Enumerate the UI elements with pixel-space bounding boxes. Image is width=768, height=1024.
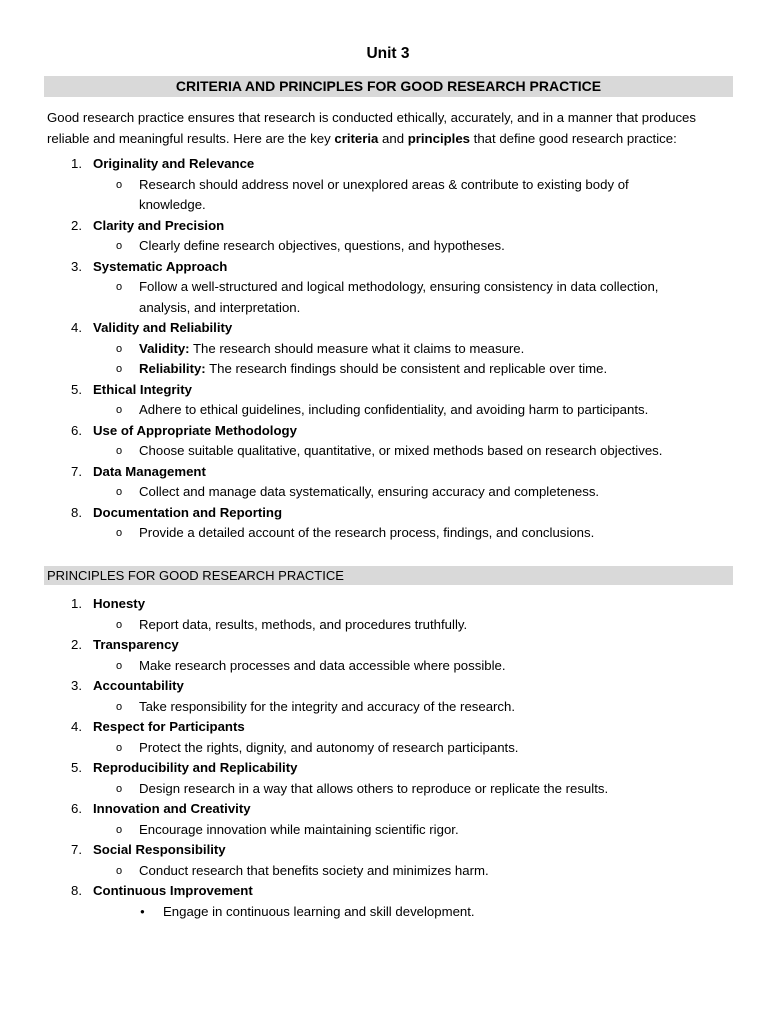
sub-item-text: [139, 339, 679, 360]
bullet-circle-icon: o: [116, 618, 123, 631]
sub-item-text: [139, 441, 679, 462]
sub-item: [0, 236, 768, 257]
list-item: [0, 318, 768, 380]
bullet-circle-icon: o: [116, 486, 123, 498]
bullet-circle-icon: o: [116, 178, 123, 191]
list-item-title: Use of Appropriate Methodology: [93, 422, 297, 438]
list-item-heading: [0, 799, 768, 820]
intro-text: Good research practice ensures that research is conducted ethically, accurately, and in a manner that produces reliable and meaningful results. Here are the key: [47, 110, 696, 146]
sub-item-text: [139, 615, 679, 636]
list-item-title: Continuous Improvement: [93, 883, 253, 898]
sub-item: [0, 523, 768, 544]
bullet-circle-icon: o: [116, 782, 123, 795]
sub-item-body: Encourage innovation while maintaining scientific rigor.: [139, 821, 459, 837]
bullet-circle-icon: o: [116, 240, 123, 252]
list-item-title: Clarity and Precision: [93, 217, 225, 233]
sub-item: [0, 400, 768, 421]
list-number: 3.: [71, 258, 82, 274]
sub-item: [0, 175, 768, 216]
list-item-heading: [0, 503, 768, 524]
sub-item-body: Report data, results, methods, and procedures truthfully.: [139, 616, 468, 632]
list-number: 1.: [71, 596, 82, 611]
sub-item: [0, 339, 768, 360]
sub-item-body: Collect and manage data systematically, ensuring accuracy and completeness.: [139, 484, 600, 499]
sub-item: [0, 697, 768, 718]
sub-item: [0, 656, 768, 677]
intro-text: and: [378, 130, 408, 146]
sub-item-body: Engage in continuous learning and skill development.: [163, 903, 475, 919]
sub-item-text: [139, 175, 679, 216]
sub-item: [0, 277, 768, 318]
list-item-heading: [0, 257, 768, 278]
list-number: 3.: [71, 678, 82, 693]
bullet-circle-icon: o: [116, 342, 123, 355]
sub-item-body: Choose suitable qualitative, quantitative, or mixed methods based on research objectives.: [139, 443, 663, 458]
list-item-heading: [0, 717, 768, 738]
list-number: 7.: [71, 463, 82, 479]
sub-item: [0, 441, 768, 462]
sub-item-text: [139, 779, 679, 800]
sub-item-body: Clearly define research objectives, questions, and hypotheses.: [139, 238, 505, 253]
criteria-list: [0, 154, 768, 544]
list-item-heading: [0, 462, 768, 483]
list-item-title: Ethical Integrity: [93, 381, 192, 397]
list-number: 4.: [71, 320, 82, 335]
list-number: 6.: [71, 801, 82, 816]
list-item: [0, 257, 768, 319]
intro-bold-criteria: criteria: [334, 130, 379, 146]
list-item: [0, 462, 768, 503]
list-item-heading: [0, 676, 768, 697]
sub-item-body: Adhere to ethical guidelines, including confidentiality, and avoiding harm to participants.: [139, 402, 649, 417]
sub-item-bold-label: Validity:: [139, 340, 190, 356]
list-item-heading: [0, 380, 768, 401]
list-item-title: Reproducibility and Replicability: [93, 760, 298, 775]
list-number: 2.: [71, 217, 82, 233]
sub-item-body: Follow a well-structured and logical methodology, ensuring consistency in data collection, analysis, and interpretation.: [139, 279, 659, 315]
sub-item: [0, 861, 768, 882]
sub-item-text: [139, 359, 679, 380]
list-item: [0, 881, 768, 922]
list-item: [0, 216, 768, 257]
sub-item: [0, 359, 768, 380]
list-item: [0, 717, 768, 758]
sub-item-body: Take responsibility for the integrity and accuracy of the research.: [139, 698, 516, 714]
principles-heading: PRINCIPLES FOR GOOD RESEARCH PRACTICE: [44, 566, 733, 585]
list-number: 4.: [71, 719, 82, 734]
bullet-circle-icon: o: [116, 741, 123, 754]
list-item-title: Respect for Participants: [93, 719, 245, 734]
sub-item-bold-label: Reliability:: [139, 361, 206, 376]
list-number: 2.: [71, 637, 82, 652]
list-item: [0, 154, 768, 216]
sub-item-text: [139, 400, 679, 421]
list-item: [0, 635, 768, 676]
list-item-heading: [0, 318, 768, 339]
sub-item-text: [139, 236, 679, 257]
intro-text: that define good research practice:: [470, 130, 677, 146]
sub-item-text: [139, 523, 679, 544]
bullet-circle-icon: o: [116, 700, 123, 713]
list-item: [0, 380, 768, 421]
list-number: 6.: [71, 422, 82, 438]
list-item: [0, 758, 768, 799]
sub-item-text: [163, 902, 768, 923]
list-item: [0, 594, 768, 635]
sub-item-text: [139, 656, 679, 677]
list-item: [0, 503, 768, 544]
unit-title: Unit 3: [366, 45, 410, 62]
sub-item: [0, 902, 768, 923]
sub-item: [0, 738, 768, 759]
list-number: 8.: [71, 883, 82, 898]
sub-item-body: Protect the rights, dignity, and autonomy of research participants.: [139, 739, 519, 755]
sub-item-text: [139, 277, 679, 318]
list-number: 5.: [71, 381, 82, 397]
list-item-title: Honesty: [93, 596, 146, 611]
sub-item: [0, 482, 768, 503]
sub-item-body: The research should measure what it claims to measure.: [189, 340, 525, 356]
sub-item-text: [139, 738, 679, 759]
list-item: [0, 799, 768, 840]
list-number: 1.: [71, 156, 82, 171]
list-number: 7.: [71, 842, 82, 857]
list-item: [0, 421, 768, 462]
bullet-circle-icon: o: [116, 659, 123, 672]
sub-item-body: Design research in a way that allows others to reproduce or replicate the results.: [139, 780, 609, 796]
list-item-title: Originality and Relevance: [93, 156, 255, 171]
sub-item-body: Make research processes and data accessible where possible.: [139, 657, 506, 673]
list-item-title: Systematic Approach: [93, 258, 228, 274]
bullet-dot-icon: ●: [140, 906, 145, 916]
list-item-title: Validity and Reliability: [93, 320, 233, 335]
sub-item: [0, 779, 768, 800]
main-heading: CRITERIA AND PRINCIPLES FOR GOOD RESEARCH PRACTICE: [44, 76, 733, 97]
list-item-heading: [0, 421, 768, 442]
list-item: [0, 676, 768, 717]
bullet-circle-icon: o: [116, 281, 123, 293]
bullet-circle-icon: o: [116, 404, 123, 416]
bullet-circle-icon: o: [116, 363, 123, 375]
sub-item-text: [139, 697, 679, 718]
list-item-heading: [0, 840, 768, 861]
list-number: 8.: [71, 504, 82, 520]
list-item-heading: [0, 154, 768, 175]
list-item-heading: [0, 594, 768, 615]
bullet-circle-icon: o: [116, 445, 123, 457]
sub-item-body: Research should address novel or unexplored areas & contribute to existing body of knowledge.: [139, 176, 629, 212]
list-item-title: Social Responsibility: [93, 842, 226, 857]
sub-item-body: The research findings should be consistent and replicable over time.: [205, 361, 608, 376]
list-item-heading: [0, 881, 768, 902]
list-item-title: Transparency: [93, 637, 179, 652]
bullet-circle-icon: o: [116, 823, 123, 836]
list-item-heading: [0, 758, 768, 779]
sub-item-body: Conduct research that benefits society and minimizes harm.: [139, 862, 489, 878]
list-item-heading: [0, 635, 768, 656]
intro-paragraph: [47, 108, 737, 149]
list-item-heading: [0, 216, 768, 237]
sub-item-text: [139, 820, 679, 841]
sub-item-text: [139, 482, 679, 503]
sub-item-text: [139, 861, 679, 882]
sub-item: [0, 820, 768, 841]
list-number: 5.: [71, 760, 82, 775]
list-item-title: Innovation and Creativity: [93, 801, 251, 816]
bullet-circle-icon: o: [116, 864, 123, 877]
list-item-title: Accountability: [93, 678, 184, 693]
sub-item-body: Provide a detailed account of the research process, findings, and conclusions.: [139, 525, 595, 540]
list-item: [0, 840, 768, 881]
principles-list: [0, 594, 768, 922]
bullet-circle-icon: o: [116, 527, 123, 539]
list-item-title: Documentation and Reporting: [93, 504, 283, 520]
sub-item: [0, 615, 768, 636]
list-item-title: Data Management: [93, 463, 206, 479]
intro-bold-principles: principles: [407, 130, 470, 146]
